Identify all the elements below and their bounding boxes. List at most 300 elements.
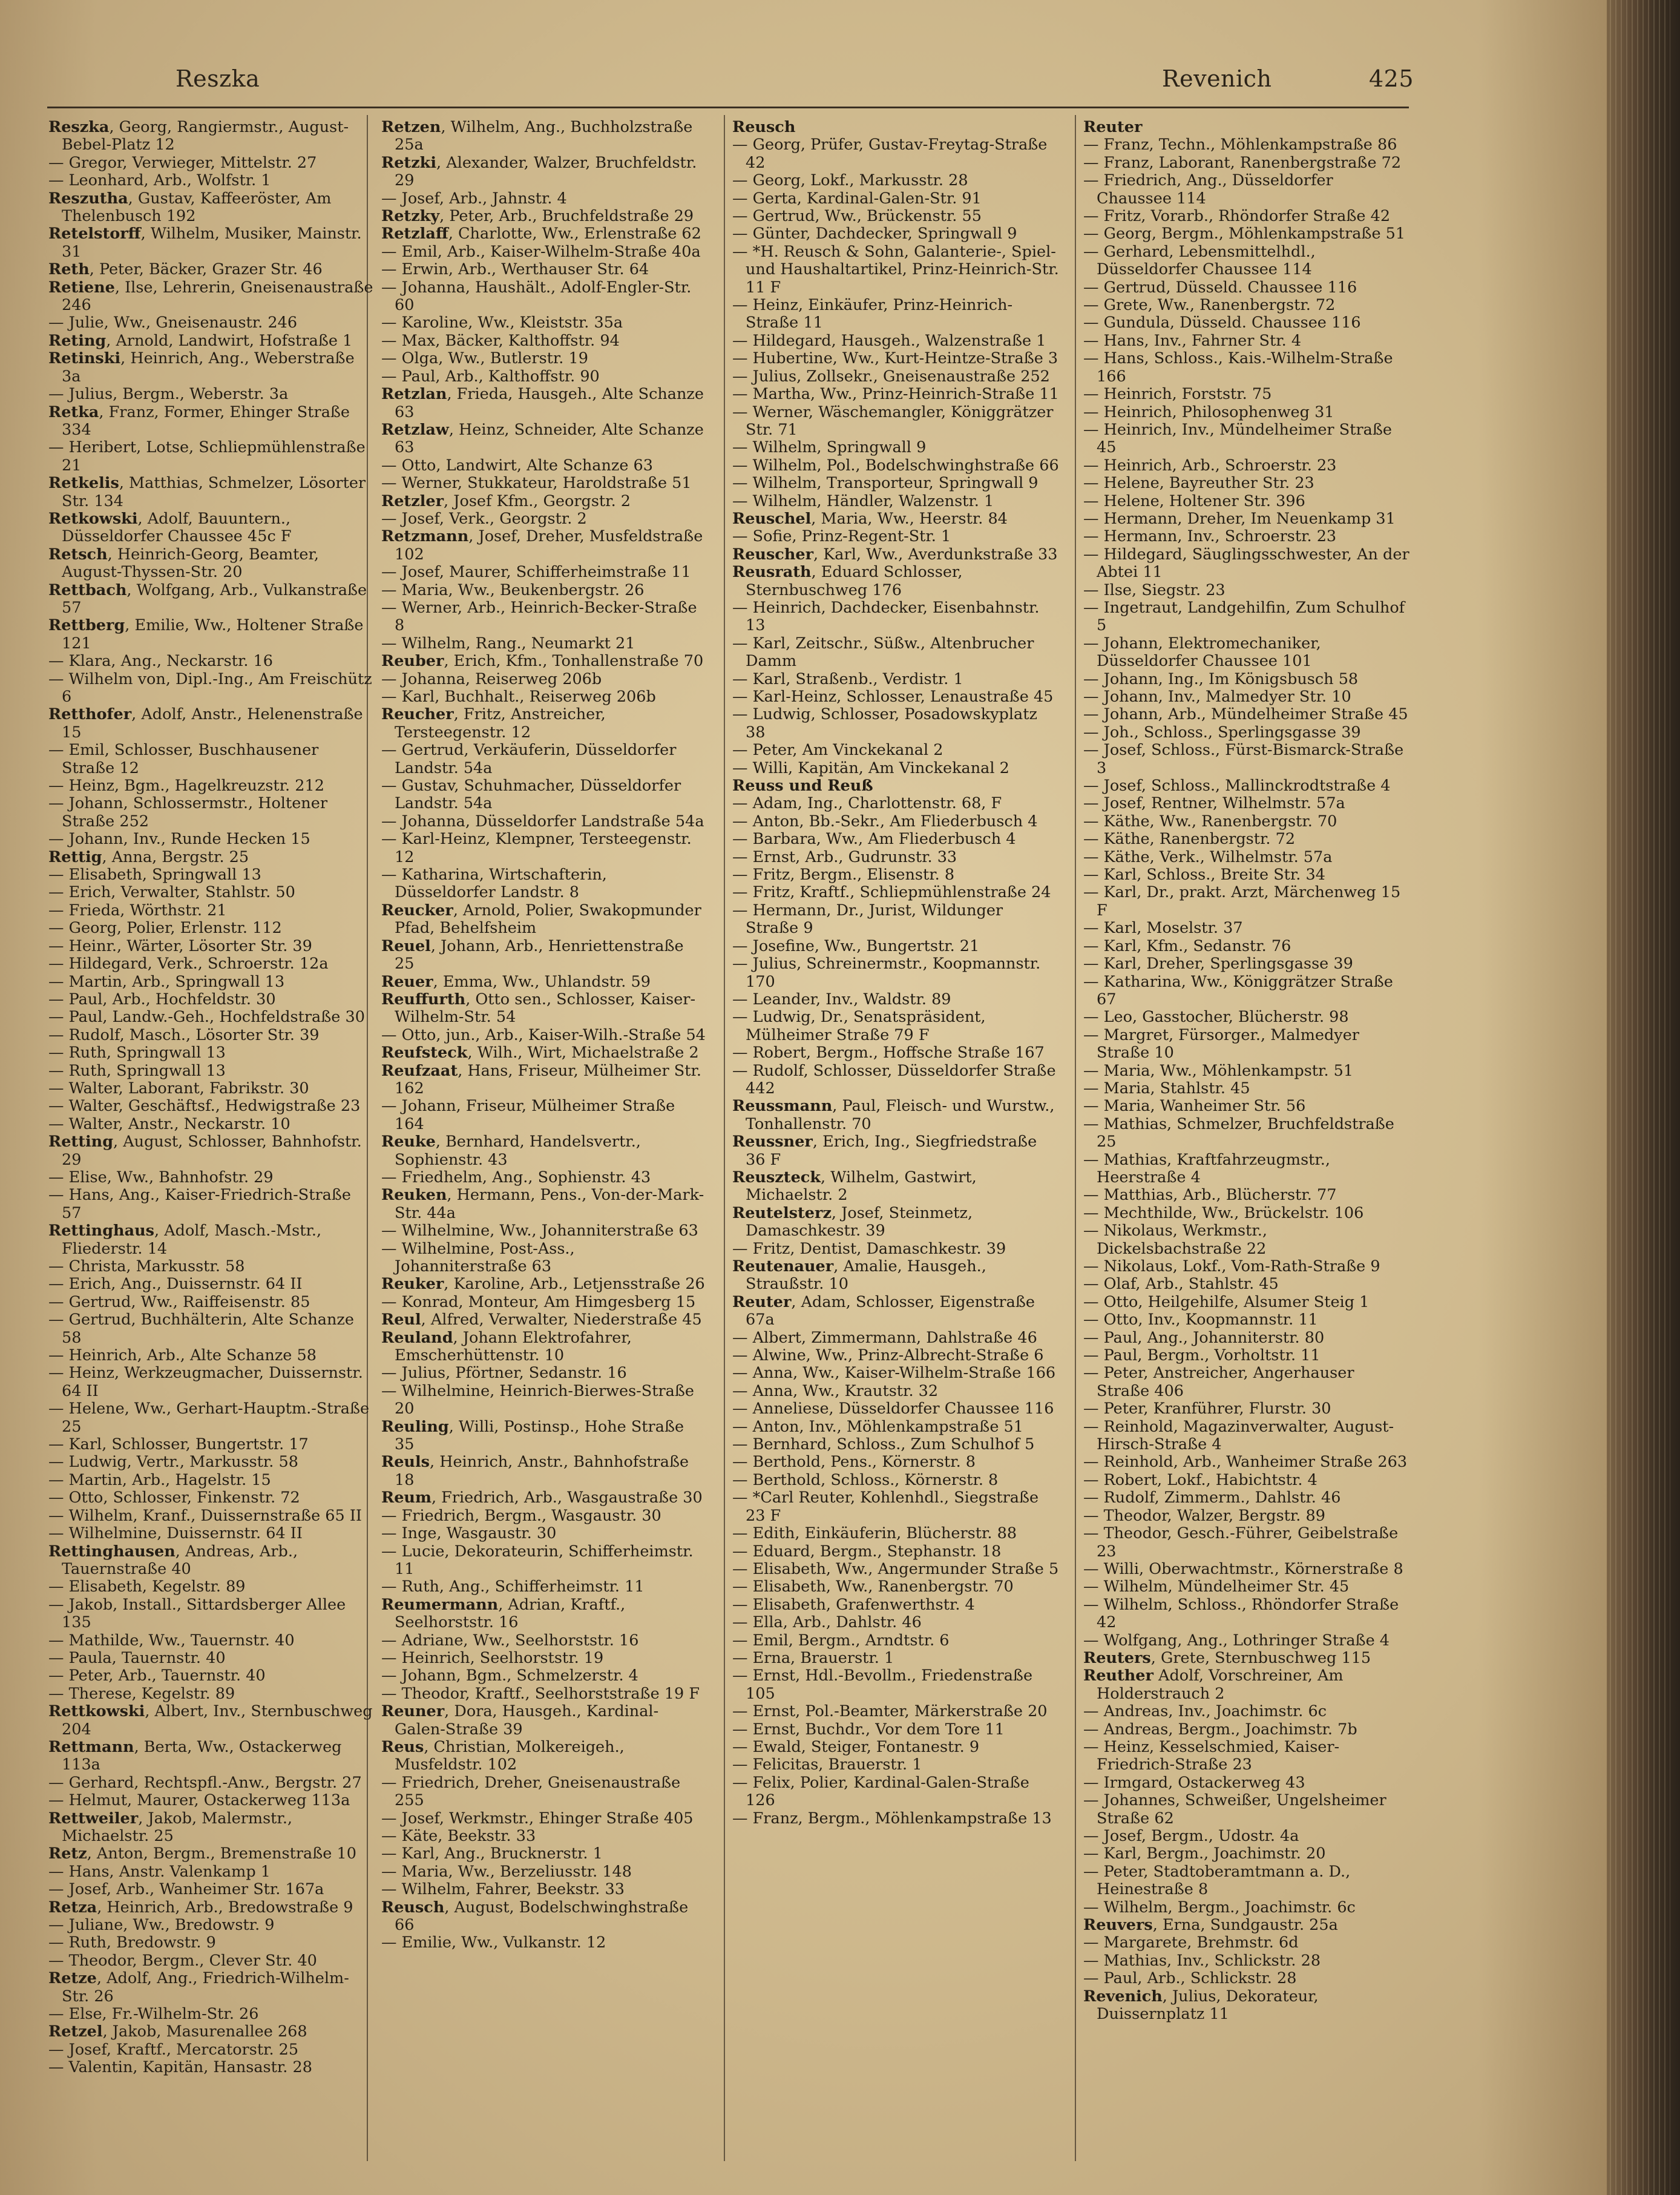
directory-entry: — Lucie, Dekorateurin, Schifferheimstr. 11 (381, 1542, 694, 1578)
directory-entry: Reusrath, Eduard Schlosser, Sternbuschweg 176 (732, 563, 963, 599)
directory-entry: — Heinr., Wärter, Lösorter Str. 39 (48, 936, 312, 955)
directory-entry: Retzler, Josef Kfm., Georgstr. 2 (381, 492, 631, 510)
directory-entry: — Rudolf, Zimmerm., Dahlstr. 46 (1083, 1489, 1341, 1507)
directory-entry: — Albert, Zimmermann, Dahlstraße 46 (732, 1328, 1037, 1347)
directory-entry: Reumermann, Adrian, Kraftf., Seelhorststr. 16 (381, 1595, 626, 1632)
directory-entry: — Frieda, Wörthstr. 21 (48, 901, 227, 920)
directory-entry: — Franz, Bergm., Möhlenkampstraße 13 (732, 1809, 1052, 1828)
directory-entry: Reuscher, Karl, Ww., Averdunkstraße 33 (732, 545, 1058, 564)
directory-entry: — Alwine, Ww., Prinz-Albrecht-Straße 6 (732, 1346, 1044, 1365)
directory-entry: — Wilhelm, Bergm., Joachimstr. 6c (1083, 1898, 1356, 1917)
directory-entry: — Martin, Arb., Springwall 13 (48, 972, 285, 991)
directory-entry: Reuer, Emma, Ww., Uhlandstr. 59 (381, 972, 651, 991)
directory-entry: — Heribert, Lotse, Schliepmühlenstraße 21 (48, 438, 366, 475)
directory-entry: — Georg, Bergm., Möhlenkampstraße 51 (1083, 225, 1406, 243)
directory-entry: — Jakob, Install., Sittardsberger Allee 135 (48, 1595, 346, 1632)
directory-entry: — Maria, Stahlstr. 45 (1083, 1079, 1250, 1098)
directory-entry: — Else, Fr.-Wilhelm-Str. 26 (48, 2005, 259, 2024)
directory-entry: — Maria, Ww., Berzeliusstr. 148 (381, 1862, 632, 1881)
directory-entry: Reucker, Arnold, Polier, Swakopmunder Pfad, Behelfsheim (381, 901, 701, 938)
directory-entry: — Karoline, Ww., Kleiststr. 35a (381, 314, 623, 332)
directory-entry: — Emil, Bergm., Arndtstr. 6 (732, 1631, 950, 1650)
directory-entry: — Erna, Brauerstr. 1 (732, 1648, 894, 1667)
directory-entry: — Hans, Schloss., Kais.-Wilhelm-Straße 166 (1083, 349, 1393, 386)
directory-entry: — Ernst, Pol.-Beamter, Märkerstraße 20 (732, 1702, 1048, 1721)
directory-entry: — Hildegard, Hausgeh., Walzenstraße 1 (732, 331, 1046, 350)
directory-entry: — Heinrich, Arb., Schroerstr. 23 (1083, 456, 1337, 475)
directory-entry: — Heinrich, Seelhorststr. 19 (381, 1648, 604, 1667)
directory-entry: — Elisabeth, Kegelstr. 89 (48, 1578, 246, 1596)
directory-entry: — Grete, Ww., Ranenbergstr. 72 (1083, 296, 1336, 315)
directory-entry: — Josef, Arb., Wanheimer Str. 167a (48, 1880, 324, 1899)
directory-entry: — Helene, Bayreuther Str. 23 (1083, 474, 1314, 493)
directory-entry: Retzki, Alexander, Walzer, Bruchfeldstr. 29 (381, 153, 697, 190)
directory-entry: — Sofie, Prinz-Regent-Str. 1 (732, 527, 951, 546)
directory-entry: — Johanna, Haushält., Adolf-Engler-Str. 60 (381, 278, 692, 315)
directory-entry: — Ewald, Steiger, Fontanestr. 9 (732, 1737, 980, 1756)
directory-entry: — Friedhelm, Ang., Sophienstr. 43 (381, 1168, 651, 1186)
directory-entry: Reszka, Georg, Rangiermstr., August-Bebel-Platz 12 (48, 119, 349, 154)
directory-entry: — Edith, Einkäuferin, Blücherstr. 88 (732, 1524, 1017, 1543)
directory-entry: Reuber, Erich, Kfm., Tonhallenstraße 70 (381, 652, 704, 671)
directory-entry: — Ernst, Arb., Gudrunstr. 33 (732, 847, 957, 866)
directory-entry: Rettinghaus, Adolf, Masch.-Mstr., Fliederstr. 14 (48, 1222, 322, 1258)
directory-entry: — Erwin, Arb., Werthauser Str. 64 (381, 260, 649, 279)
directory-entry: — Gertrud, Ww., Raiffeisenstr. 85 (48, 1292, 310, 1311)
directory-entry: Rettig, Anna, Bergstr. 25 (48, 847, 249, 866)
directory-entry: — Paul, Arb., Schlickstr. 28 (1083, 1969, 1297, 1988)
directory-entry: — Klara, Ang., Neckarstr. 16 (48, 652, 274, 671)
directory-entry: — Käthe, Verk., Wilhelmstr. 57a (1083, 847, 1333, 866)
directory-entry: — Ella, Arb., Dahlstr. 46 (732, 1613, 922, 1632)
directory-entry: — Karl, Zeitschr., Süßw., Altenbrucher Damm (732, 634, 1034, 671)
directory-entry: — Helene, Ww., Gerhart-Hauptm.-Straße 25 (48, 1400, 370, 1436)
directory-entry: — Olaf, Arb., Stahlstr. 45 (1083, 1275, 1279, 1294)
directory-entry: — Nikolaus, Lokf., Vom-Rath-Straße 9 (1083, 1257, 1380, 1275)
directory-entry: — Heinz, Einkäufer, Prinz-Heinrich-Straße 11 (732, 296, 1013, 332)
directory-entry: — Heinrich, Forststr. 75 (1083, 385, 1272, 404)
directory-entry: — Paul, Bergm., Vorholtstr. 11 (1083, 1346, 1321, 1365)
directory-entry: Reting, Arnold, Landwirt, Hofstraße 1 (48, 331, 353, 350)
directory-entry: Reuter, Adam, Schlosser, Eigenstraße 67a (732, 1292, 1035, 1329)
directory-entry: Reuker, Karoline, Arb., Letjensstraße 26 (381, 1275, 705, 1294)
directory-entry: — Heinrich, Philosophenweg 31 (1083, 403, 1334, 421)
directory-entry: — Maria, Ww., Möhlenkampstr. 51 (1083, 1061, 1354, 1080)
directory-entry: Reuschel, Maria, Ww., Heerstr. 84 (732, 509, 1008, 528)
directory-entry: Reuner, Dora, Hausgeh., Kardinal-Galen-Straße 39 (381, 1702, 659, 1739)
directory-entry: — Juliane, Ww., Bredowstr. 9 (48, 1916, 275, 1935)
directory-entry: — Mathias, Kraftfahrzeugmstr., Heerstraße 4 (1083, 1150, 1331, 1186)
directory-entry: — Nikolaus, Werkmstr., Dickelsbachstraße 22 (1083, 1222, 1267, 1258)
directory-entry: — Gerhard, Lebensmittelhdl., Düsseldorfer Chaussee 114 (1083, 242, 1316, 279)
directory-entry: — Julius, Pförtner, Sedanstr. 16 (381, 1364, 627, 1383)
directory-entry: — Gertrud, Düsseld. Chaussee 116 (1083, 278, 1357, 297)
directory-entry: — Karl, Dreher, Sperlingsgasse 39 (1083, 955, 1353, 973)
directory-entry: — Elisabeth, Grafenwerthstr. 4 (732, 1595, 975, 1614)
directory-entry: Reuland, Johann Elektrofahrer, Emscherhüttenstr. 10 (381, 1328, 632, 1365)
directory-entry: — Otto, Heilgehilfe, Alsumer Steig 1 (1083, 1292, 1370, 1311)
directory-entry: — Leonhard, Arb., Wolfstr. 1 (48, 171, 271, 190)
directory-entry: — Peter, Anstreicher, Angerhauser Straße 406 (1083, 1364, 1354, 1400)
directory-entry: — Josef, Werkmstr., Ehinger Straße 405 (381, 1809, 694, 1828)
directory-entry: — Willi, Kapitän, Am Vinckekanal 2 (732, 759, 1009, 777)
directory-entry: — Paul, Landw.-Geh., Hochfeldstraße 30 (48, 1008, 365, 1027)
directory-entry: Reus, Christian, Molkereigeh., Musfeldstr. 102 (381, 1737, 625, 1774)
directory-entry: — Hildegard, Verk., Schroerstr. 12a (48, 955, 329, 973)
directory-entry: — Johann, Elektromechaniker, Düsseldorfer Chaussee 101 (1083, 634, 1321, 671)
directory-entry: — Georg, Prüfer, Gustav-Freytag-Straße 42 (732, 136, 1048, 172)
directory-entry: — Anton, Bb.-Sekr., Am Fliederbusch 4 (732, 812, 1038, 831)
directory-entry: — Julius, Bergm., Weberstr. 3a (48, 385, 289, 404)
directory-entry: — Gregor, Verwieger, Mittelstr. 27 (48, 153, 317, 172)
directory-entry: — Theodor, Bergm., Clever Str. 40 (48, 1951, 317, 1970)
directory-entry: — Peter, Stadtoberamtmann a. D., Heinestraße 8 (1083, 1862, 1351, 1899)
directory-entry: Retiene, Ilse, Lehrerin, Gneisenaustraße 246 (48, 278, 373, 315)
directory-entry: — Wilhelmine, Duissernstr. 64 II (48, 1524, 303, 1543)
directory-entry: — Konrad, Monteur, Am Himgesberg 15 (381, 1292, 696, 1311)
directory-entry: — Karl, Schlosser, Bungertstr. 17 (48, 1435, 309, 1454)
directory-entry: — Paul, Ang., Johanniterstr. 80 (1083, 1328, 1325, 1347)
directory-entry: Reutelsterz, Josef, Steinmetz, Damaschkestr. 39 (732, 1203, 973, 1240)
directory-entry: — Emilie, Ww., Vulkanstr. 12 (381, 1933, 606, 1952)
directory-entry: — Leo, Gasstocher, Blücherstr. 98 (1083, 1008, 1349, 1027)
directory-entry: — Paula, Tauernstr. 40 (48, 1648, 226, 1667)
directory-entry: — Wilhelm, Rang., Neumarkt 21 (381, 634, 635, 653)
page-edge-lines (1610, 0, 1670, 2195)
directory-entry: — Georg, Lokf., Markusstr. 28 (732, 171, 968, 190)
directory-entry: — Joh., Schloss., Sperlingsgasse 39 (1083, 723, 1361, 742)
directory-entry: — Käthe, Ranenbergstr. 72 (1083, 830, 1296, 849)
directory-entry: Reussner, Erich, Ing., Siegfriedstraße 36 F (732, 1133, 1037, 1169)
directory-entry: — Rudolf, Masch., Lösorter Str. 39 (48, 1025, 320, 1044)
directory-entry: — *Carl Reuter, Kohlenhdl., Siegstraße 23 F (732, 1489, 1039, 1525)
directory-entry: — Irmgard, Ostackerweg 43 (1083, 1773, 1305, 1792)
directory-entry: — Johann, Inv., Malmedyer Str. 10 (1083, 688, 1351, 706)
directory-entry: — Johanna, Düsseldorfer Landstraße 54a (381, 812, 704, 831)
directory-entry: — Paul, Arb., Hochfeldstr. 30 (48, 990, 276, 1009)
directory-entry: — Käthe, Ww., Ranenbergstr. 70 (1083, 812, 1337, 831)
directory-entry: — Valentin, Kapitän, Hansastr. 28 (48, 2058, 312, 2077)
directory-entry: — Fritz, Dentist, Damaschkestr. 39 (732, 1239, 1006, 1258)
page-number: 425 (1369, 65, 1414, 92)
directory-entry: — Josef, Kraftf., Mercatorstr. 25 (48, 2040, 299, 2059)
directory-entry: — Gerhard, Rechtspfl.-Anw., Bergstr. 27 (48, 1773, 362, 1792)
directory-entry: — Heinz, Werkzeugmacher, Duissernstr. 64 II (48, 1364, 363, 1400)
directory-entry: — Hermann, Inv., Schroerstr. 23 (1083, 527, 1337, 546)
directory-entry: — Elisabeth, Ww., Ranenbergstr. 70 (732, 1578, 1014, 1596)
directory-entry: — Karl, Buchhalt., Reiserweg 206b (381, 688, 656, 706)
directory-entry: Rettinghausen, Andreas, Arb., Tauernstraße 40 (48, 1542, 298, 1578)
directory-entry: — Hans, Inv., Fahrner Str. 4 (1083, 331, 1302, 350)
directory-entry: — Josef, Schloss., Fürst-Bismarck-Straße 3 (1083, 741, 1404, 777)
directory-entry: Retkowski, Adolf, Bauuntern., Düsseldorfer Chaussee 45c F (48, 509, 292, 546)
header-rule (47, 107, 1409, 108)
directory-entry: — Bernhard, Schloss., Zum Schulhof 5 (732, 1435, 1035, 1454)
directory-entry: Retzlaw, Heinz, Schneider, Alte Schanze 63 (381, 420, 704, 457)
column-divider (724, 115, 725, 2161)
directory-entry: Retzlan, Frieda, Hausgeh., Alte Schanze 63 (381, 385, 704, 421)
directory-entry: — Georg, Polier, Erlenstr. 112 (48, 919, 282, 938)
directory-entry: Retinski, Heinrich, Ang., Weberstraße 3a (48, 349, 355, 386)
directory-entry: — Andreas, Bergm., Joachimstr. 7b (1083, 1720, 1357, 1739)
directory-entry: Reusch, August, Bodelschwinghstraße 66 (381, 1898, 689, 1935)
directory-entry: Reul, Alfred, Verwalter, Niederstraße 45 (381, 1311, 702, 1329)
directory-entry: Retzlaff, Charlotte, Ww., Erlenstraße 62 (381, 225, 701, 243)
directory-entry: — Ludwig, Vertr., Markusstr. 58 (48, 1453, 298, 1472)
directory-entry: — Werner, Stukkateur, Haroldstraße 51 (381, 474, 692, 493)
directory-entry: — Julie, Ww., Gneisenaustr. 246 (48, 314, 298, 332)
directory-entry: Retkelis, Matthias, Schmelzer, Lösorter Str. 134 (48, 474, 366, 510)
directory-entry: Reuther Adolf, Vorschreiner, Am Holderstrauch 2 (1083, 1667, 1344, 1703)
directory-entry: Revenich, Julius, Dekorateur, Duissernplatz 11 (1083, 1987, 1319, 2024)
directory-entry: — Eduard, Bergm., Stephanstr. 18 (732, 1542, 1002, 1561)
directory-entry: — Josefine, Ww., Bungertstr. 21 (732, 936, 980, 955)
directory-entry: — Elisabeth, Springwall 13 (48, 866, 261, 884)
directory-entry: — Karl, Kfm., Sedanstr. 76 (1083, 936, 1291, 955)
directory-entry: — Helmut, Maurer, Ostackerweg 113a (48, 1791, 350, 1810)
directory-entry: — Johann, Ing., Im Königsbusch 58 (1083, 670, 1359, 688)
directory-entry: Reuel, Johann, Arb., Henriettenstraße 25 (381, 936, 684, 973)
directory-entry: — Theodor, Gesch.-Führer, Geibelstraße 23 (1083, 1524, 1399, 1561)
directory-entry: — Karl, Straßenb., Verdistr. 1 (732, 670, 963, 688)
column-2 (381, 119, 708, 2159)
directory-entry: — Karl, Ang., Brucknerstr. 1 (381, 1845, 603, 1863)
directory-entry: — Martin, Arb., Hagelstr. 15 (48, 1470, 271, 1489)
directory-entry: Reussmann, Paul, Fleisch- und Wurstw., Tonhallenstr. 70 (732, 1097, 1055, 1133)
directory-entry: — Gustav, Schuhmacher, Düsseldorfer Landstr. 54a (381, 777, 681, 813)
directory-entry: — Wilhelm, Transporteur, Springwall 9 (732, 474, 1039, 493)
directory-entry: — Robert, Lokf., Habichtstr. 4 (1083, 1470, 1317, 1489)
directory-entry: Reuken, Hermann, Pens., Von-der-Mark-Str. 44a (381, 1186, 704, 1222)
directory-entry: Retzen, Wilhelm, Ang., Buchholzstraße 25a (381, 119, 693, 154)
directory-entry: Retzmann, Josef, Dreher, Musfeldstraße 102 (381, 527, 703, 564)
directory-entry: — Adam, Ing., Charlottenstr. 68, F (732, 794, 1002, 813)
directory-entry: — Anna, Ww., Krautstr. 32 (732, 1381, 939, 1400)
directory-entry: — Erich, Ang., Duissernstr. 64 II (48, 1275, 303, 1294)
column-divider (1075, 115, 1076, 2161)
directory-entry: Rettberg, Emilie, Ww., Holtener Straße 121 (48, 616, 364, 653)
directory-entry: — Mathias, Inv., Schlickstr. 28 (1083, 1951, 1321, 1970)
directory-entry: — Emil, Schlosser, Buschhausener Straße 12 (48, 741, 319, 777)
directory-entry: — Leander, Inv., Waldstr. 89 (732, 990, 951, 1009)
directory-entry: Reszutha, Gustav, Kaffeeröster, Am Thelenbusch 192 (48, 189, 332, 226)
directory-entry: — Friedrich, Bergm., Wasgaustr. 30 (381, 1506, 661, 1525)
directory-entry: — Hermann, Dreher, Im Neuenkamp 31 (1083, 509, 1396, 528)
directory-entry: — Werner, Wäschemangler, Königgrätzer Str. 71 (732, 403, 1054, 439)
directory-entry: — Gertrud, Ww., Brückenstr. 55 (732, 207, 982, 226)
directory-entry: — Mathias, Schmelzer, Bruchfeldstraße 25 (1083, 1114, 1394, 1151)
directory-entry: — Wilhelmine, Heinrich-Bierwes-Straße 20 (381, 1381, 695, 1418)
column-3 (732, 119, 1059, 2159)
directory-entry: — Heinrich, Arb., Alte Schanze 58 (48, 1346, 317, 1365)
directory-entry: — Karl-Heinz, Klempner, Tersteegenstr. 12 (381, 830, 692, 866)
directory-entry: Reuke, Bernhard, Handelsvertr., Sophienstr. 43 (381, 1133, 641, 1169)
directory-entry: — Johann, Arb., Mündelheimer Straße 45 (1083, 705, 1408, 724)
directory-entry: — Hildegard, Säuglingsschwester, An der Abtei 11 (1083, 545, 1409, 582)
directory-entry: — Anneliese, Düsseldorfer Chaussee 116 (732, 1400, 1054, 1418)
directory-entry: — Ernst, Hdl.-Bevollm., Friedenstraße 105 (732, 1667, 1033, 1703)
directory-entry: — Maria, Wanheimer Str. 56 (1083, 1097, 1306, 1116)
directory-entry: — Karl, Schloss., Breite Str. 34 (1083, 866, 1325, 884)
directory-entry: — Hubertine, Ww., Kurt-Heintze-Straße 3 (732, 349, 1058, 368)
directory-entry: Retza, Heinrich, Arb., Bredowstraße 9 (48, 1898, 353, 1917)
directory-entry: — Josef, Rentner, Wilhelmstr. 57a (1083, 794, 1345, 813)
directory-entry: — Christa, Markusstr. 58 (48, 1257, 245, 1275)
directory-entry: — Ludwig, Dr., Senatspräsident, Mülheimer Straße 79 F (732, 1008, 986, 1044)
directory-entry: — Ruth, Ang., Schifferheimstr. 11 (381, 1578, 645, 1596)
directory-entry: — Helene, Holtener Str. 396 (1083, 492, 1305, 510)
directory-entry: Rettweiler, Jakob, Malermstr., Michaelstr. 25 (48, 1809, 293, 1845)
directory-entry: — Johannes, Schweißer, Ungelsheimer Straße 62 (1083, 1791, 1386, 1828)
directory-entry: — Fritz, Bergm., Elisenstr. 8 (732, 866, 955, 884)
directory-entry: — Hermann, Dr., Jurist, Wildunger Straße 9 (732, 901, 1003, 938)
directory-entry: — Friedrich, Dreher, Gneisenaustraße 255 (381, 1773, 681, 1810)
directory-entry: — Anna, Ww., Kaiser-Wilhelm-Straße 166 (732, 1364, 1056, 1383)
directory-entry: — Paul, Arb., Kalthoffstr. 90 (381, 367, 600, 386)
directory-entry: — Josef, Verk., Georgstr. 2 (381, 509, 587, 528)
directory-entry: — Johann, Friseur, Mülheimer Straße 164 (381, 1097, 675, 1133)
directory-entry: — Ernst, Buchdr., Vor dem Tore 11 (732, 1720, 1005, 1739)
directory-entry: Retzel, Jakob, Masurenallee 268 (48, 2022, 307, 2041)
column-1 (48, 119, 375, 2159)
directory-entry: Reuffurth, Otto sen., Schlosser, Kaiser-Wilhelm-Str. 54 (381, 990, 696, 1027)
directory-entry: — Walter, Geschäftsf., Hedwigstraße 23 (48, 1097, 361, 1116)
directory-entry: — Maria, Ww., Beukenbergstr. 26 (381, 581, 645, 599)
directory-entry: — Julius, Zollsekr., Gneisenaustraße 252 (732, 367, 1050, 386)
directory-entry: Reum, Friedrich, Arb., Wasgaustraße 30 (381, 1489, 703, 1507)
directory-entry: — Reinhold, Arb., Wanheimer Straße 263 (1083, 1453, 1408, 1472)
directory-entry: — Karl-Heinz, Schlosser, Lenaustraße 45 (732, 688, 1054, 706)
directory-entry: — Wilhelm, Mündelheimer Str. 45 (1083, 1578, 1350, 1596)
directory-entry: — Julius, Schreinermstr., Koopmannstr. 170 (732, 955, 1041, 991)
directory-entry: — Ingetraut, Landgehilfin, Zum Schulhof 5 (1083, 598, 1405, 635)
directory-entry: — Emil, Arb., Kaiser-Wilhelm-Straße 40a (381, 242, 701, 261)
directory-entry: Retzky, Peter, Arb., Bruchfeldstraße 29 (381, 207, 694, 226)
directory-entry: — Heinz, Bgm., Hagelkreuzstr. 212 (48, 777, 324, 795)
directory-entry: Retsch, Heinrich-Georg, Beamter, August-Thyssen-Str. 20 (48, 545, 319, 582)
directory-entry: — Heinrich, Dachdecker, Eisenbahnstr. 13 (732, 598, 1040, 635)
directory-entry: — Theodor, Walzer, Bergstr. 89 (1083, 1506, 1325, 1525)
directory-entry: Reusch (732, 119, 796, 136)
directory-entry: — Hans, Ang., Kaiser-Friedrich-Straße 57 (48, 1186, 351, 1222)
column-4 (1083, 119, 1410, 2159)
directory-entry: — Adriane, Ww., Seelhorststr. 16 (381, 1631, 639, 1650)
directory-entry: — Gertrud, Verkäuferin, Düsseldorfer Landstr. 54a (381, 741, 677, 777)
directory-entry: — Johann, Schlossermstr., Holtener Straße 252 (48, 794, 328, 831)
directory-entry: Reufzaat, Hans, Friseur, Mülheimer Str. 162 (381, 1061, 701, 1098)
directory-entry: — Johanna, Reiserweg 206b (381, 670, 602, 688)
directory-entry: — Anton, Inv., Möhlenkampstraße 51 (732, 1417, 1023, 1436)
directory-entry: — Heinrich, Inv., Mündelheimer Straße 45 (1083, 420, 1392, 457)
directory-entry: — Gerta, Kardinal-Galen-Str. 91 (732, 189, 982, 208)
directory-entry: Rettbach, Wolfgang, Arb., Vulkanstraße 57 (48, 581, 367, 617)
directory-entry: — Wilhelm, Springwall 9 (732, 438, 927, 457)
directory-entry: Reucher, Fritz, Anstreicher, Tersteegenstr. 12 (381, 705, 606, 742)
directory-entry: Retting, August, Schlosser, Bahnhofstr. 29 (48, 1133, 362, 1169)
directory-entry: — Peter, Arb., Tauernstr. 40 (48, 1667, 266, 1685)
directory-entry: — Rudolf, Schlosser, Düsseldorfer Straße 442 (732, 1061, 1056, 1098)
directory-entry: Retze, Adolf, Ang., Friedrich-Wilhelm-Str. 26 (48, 1969, 349, 2006)
directory-entry: — Barbara, Ww., Am Fliederbusch 4 (732, 830, 1016, 849)
directory-entry: Rettmann, Berta, Ww., Ostackerweg 113a (48, 1737, 342, 1774)
directory-entry: — Franz, Techn., Möhlenkampstraße 86 (1083, 136, 1397, 154)
directory-entry: Retka, Franz, Former, Ehinger Straße 334 (48, 403, 350, 439)
directory-entry: — Karl, Moselstr. 37 (1083, 919, 1243, 938)
directory-entry: Retthofer, Adolf, Anstr., Helenenstraße 15 (48, 705, 363, 742)
directory-entry: — Felix, Polier, Kardinal-Galen-Straße 126 (732, 1773, 1029, 1810)
directory-entry: — Fritz, Vorarb., Rhöndorfer Straße 42 (1083, 207, 1391, 226)
directory-entry: — Therese, Kegelstr. 89 (48, 1684, 235, 1703)
directory-entry: — Reinhold, Magazinverwalter, August-Hirsch-Straße 4 (1083, 1417, 1394, 1454)
directory-entry: — Katharina, Ww., Königgrätzer Straße 67 (1083, 972, 1393, 1009)
directory-entry: — Peter, Kranführer, Flurstr. 30 (1083, 1400, 1331, 1418)
directory-entry: — Heinz, Kesselschmied, Kaiser-Friedrich-Straße 23 (1083, 1737, 1340, 1774)
directory-entry: — Berthold, Pens., Körnerstr. 8 (732, 1453, 976, 1472)
directory-entry: — Josef, Bergm., Udostr. 4a (1083, 1827, 1299, 1845)
directory-entry: — Wilhelm, Pol., Bodelschwinghstraße 66 (732, 456, 1059, 475)
directory-entry: Reuszteck, Wilhelm, Gastwirt, Michaelstr. 2 (732, 1168, 977, 1205)
directory-entry: — Margarete, Brehmstr. 6d (1083, 1933, 1299, 1952)
directory-entry: — Wilhelm, Händler, Walzenstr. 1 (732, 492, 994, 510)
directory-entry: Retz, Anton, Bergm., Bremenstraße 10 (48, 1845, 356, 1863)
directory-entry: — Inge, Wasgaustr. 30 (381, 1524, 557, 1543)
directory-entry: — Fritz, Kraftf., Schliepmühlenstraße 24 (732, 883, 1051, 902)
directory-entry: — Matthias, Arb., Blücherstr. 77 (1083, 1186, 1337, 1205)
directory-entry: — Gertrud, Buchhälterin, Alte Schanze 58 (48, 1311, 354, 1347)
directory-entry: — Johann, Bgm., Schmelzerstr. 4 (381, 1667, 638, 1685)
directory-entry: — Berthold, Schloss., Körnerstr. 8 (732, 1470, 999, 1489)
directory-entry: — Max, Bäcker, Kalthoffstr. 94 (381, 331, 620, 350)
directory-entry: Reuss und Reuß (732, 777, 873, 795)
directory-entry: — Wilhelmine, Post-Ass., Johanniterstraße 63 (381, 1239, 575, 1275)
directory-entry: — Karl, Dr., prakt. Arzt, Märchenweg 15 F (1083, 883, 1401, 920)
directory-entry: — Martha, Ww., Prinz-Heinrich-Straße 11 (732, 385, 1059, 404)
directory-entry: — Margret, Fürsorger., Malmedyer Straße 10 (1083, 1025, 1359, 1062)
directory-entry: — Friedrich, Ang., Düsseldorfer Chaussee 114 (1083, 171, 1333, 208)
directory-entry: — Ruth, Springwall 13 (48, 1044, 226, 1062)
directory-entry: — Mechthilde, Ww., Brückelstr. 106 (1083, 1203, 1364, 1222)
directory-entry: Reuls, Heinrich, Anstr., Bahnhofstraße 18 (381, 1453, 689, 1489)
directory-entry: — Walter, Anstr., Neckarstr. 10 (48, 1114, 290, 1133)
directory-entry: — *H. Reusch & Sohn, Galanterie-, Spiel- und Haushaltartikel, Prinz-Heinrich-Str. 11 F (732, 242, 1059, 297)
directory-entry: — Elisabeth, Ww., Angermunder Straße 5 (732, 1559, 1059, 1578)
directory-entry: — Ludwig, Schlosser, Posadowskyplatz 38 (732, 705, 1037, 742)
directory-entry: Reuters, Grete, Sternbuschweg 115 (1083, 1648, 1371, 1667)
directory-entry: — Mathilde, Ww., Tauernstr. 40 (48, 1631, 295, 1650)
directory-entry: — Wilhelm von, Dipl.-Ing., Am Freischütz 6 (48, 670, 372, 706)
directory-entry: — Wilhelm, Schloss., Rhöndorfer Straße 42 (1083, 1595, 1399, 1632)
directory-entry: Reuter (1083, 119, 1143, 136)
directory-entry: — Walter, Laborant, Fabrikstr. 30 (48, 1079, 309, 1098)
directory-entry: — Karl, Bergm., Joachimstr. 20 (1083, 1845, 1326, 1863)
directory-entry: — Elise, Ww., Bahnhofstr. 29 (48, 1168, 274, 1186)
directory-entry: — Gundula, Düsseld. Chaussee 116 (1083, 314, 1361, 332)
directory-entry: — Wilhelm, Fahrer, Beekstr. 33 (381, 1880, 625, 1899)
directory-entry: — Katharina, Wirtschafterin, Düsseldorfer Landstr. 8 (381, 866, 607, 902)
directory-entry: Reutenauer, Amalie, Hausgeh., Straußstr. 10 (732, 1257, 986, 1294)
running-head-left: Reszka (176, 65, 260, 92)
directory-entry: — Wilhelmine, Ww., Johanniterstraße 63 (381, 1222, 698, 1240)
directory-entry: Retelstorff, Wilhelm, Musiker, Mainstr. 31 (48, 225, 362, 261)
directory-entry: — Theodor, Kraftf., Seelhorststraße 19 F (381, 1684, 700, 1703)
directory-entry: Reuling, Willi, Postinsp., Hohe Straße 35 (381, 1417, 684, 1454)
directory-entry: — Peter, Am Vinckekanal 2 (732, 741, 943, 760)
directory-entry: — Wilhelm, Kranf., Duissernstraße 65 II (48, 1506, 363, 1525)
directory-entry: — Otto, Inv., Koopmannstr. 11 (1083, 1311, 1318, 1329)
directory-entry: — Erich, Verwalter, Stahlstr. 50 (48, 883, 295, 902)
directory-entry: — Günter, Dachdecker, Springwall 9 (732, 225, 1017, 243)
directory-entry: — Ruth, Bredowstr. 9 (48, 1933, 216, 1952)
